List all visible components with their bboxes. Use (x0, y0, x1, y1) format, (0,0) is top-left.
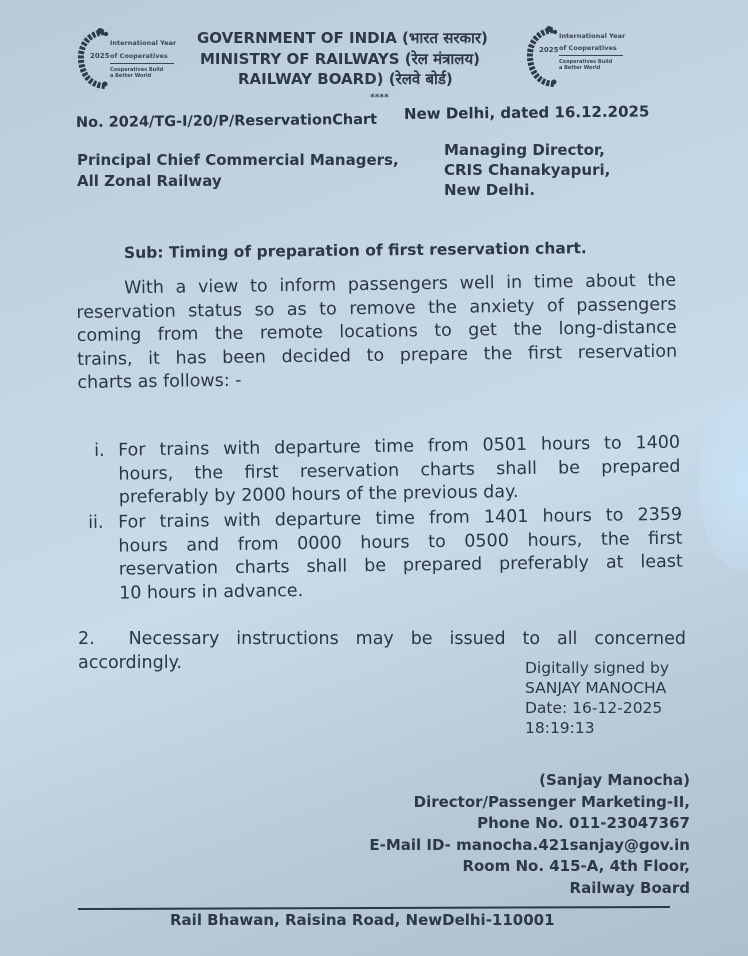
logo-year: 2025 (90, 52, 110, 60)
list-item-line: hours, the first reservation charts shall be prepared (118, 456, 681, 485)
digital-signature-date: Date: 16-12-2025 (525, 699, 663, 717)
logo-text: Cooperatives Build (110, 67, 164, 73)
addressee-left-line: All Zonal Railway (77, 172, 222, 190)
list-item-line: reservation charts shall be prepared preferably at least (118, 551, 683, 580)
addressee-right (444, 140, 610, 200)
paragraph-text: Necessary instructions may be issued to all concerned (128, 629, 686, 649)
logo-text: International Year (110, 39, 177, 47)
logo-text: a Better World (110, 73, 152, 79)
signatory-phone: Phone No. 011-23047367 (477, 814, 690, 832)
letterhead-line-1: GOVERNMENT OF INDIA (भारत सरकार) (197, 29, 488, 47)
signatory-room: Room No. 415-A, 4th Floor, (462, 857, 690, 875)
list-item (88, 504, 683, 606)
addressee-left (77, 150, 399, 192)
paragraph-line: reservation status so as to remove the anxiety of passengers (76, 294, 677, 323)
logo-divider (559, 55, 623, 56)
iyc-2025-logo-icon (527, 20, 561, 92)
list-item-line: 10 hours in advance. (118, 580, 304, 604)
letterhead-line-3: RAILWAY BOARD) (रेलवे बोर्ड) (238, 70, 453, 88)
paragraph-line: accordingly. (78, 652, 183, 673)
list-marker: ii. (88, 512, 104, 533)
paragraph-line: charts as follows: - (77, 370, 242, 393)
footer-divider (78, 906, 670, 910)
logo-divider (110, 63, 174, 64)
logo-year: 2025 (539, 46, 559, 54)
addressee-left-line: Principal Chief Commercial Managers, (77, 151, 399, 169)
list-item (88, 432, 681, 511)
signatory-block (369, 770, 690, 899)
paragraph-line: trains, it has been decided to prepare the first reservation (76, 341, 678, 370)
digital-signature-line: Digitally signed by (525, 659, 670, 677)
logo-text: of Cooperatives (559, 44, 617, 52)
paragraph-line: coming from the remote locations to get the long-distance (76, 317, 677, 346)
footer-address: Rail Bhawan, Raisina Road, NewDelhi-110001 (170, 911, 555, 929)
list-item-line: hours and from 0000 hours to 0500 hours, the first (118, 528, 683, 557)
logo-text: a Better World (559, 65, 601, 71)
addressee-right-line: CRIS Chanakyapuri, (444, 161, 611, 179)
separator: **** (370, 93, 389, 103)
paragraph-line: With a view to inform passengers well in time about the (124, 270, 677, 299)
subject: Sub: Timing of preparation of first reservation chart. (123, 239, 587, 262)
signatory-name: (Sanjay Manocha) (539, 771, 690, 789)
addressee-right-line: Managing Director, (444, 141, 605, 159)
light-glare (698, 400, 748, 570)
intro-paragraph (76, 270, 678, 396)
reference-number: No. 2024/TG-I/20/P/ReservationChart (75, 111, 378, 131)
list-item-line: For trains with departure time from 0501 hours to 1400 (118, 432, 681, 461)
signatory-email: E-Mail ID- manocha.421sanjay@gov.in (369, 835, 690, 854)
letterhead-line-2: MINISTRY OF RAILWAYS (रेल मंत्रालय) (200, 50, 481, 68)
digital-signature-time: 18:19:13 (525, 719, 595, 737)
digital-signature-signer: SANJAY MANOCHA (525, 679, 667, 697)
list-item-line: For trains with departure time from 1401 hours to 2359 (118, 504, 683, 533)
list-marker: i. (94, 440, 105, 461)
signatory-office: Railway Board (569, 878, 690, 897)
logo-right (527, 20, 631, 92)
list-item-line: preferably by 2000 hours of the previous day. (118, 481, 519, 508)
paragraph-line (78, 628, 686, 652)
logo-text: Cooperatives Build (559, 59, 613, 65)
paragraph-marker: 2. (78, 629, 95, 649)
logo-text: of Cooperatives (110, 52, 168, 60)
logo-text: International Year (559, 32, 626, 40)
addressee-right-line: New Delhi. (444, 181, 536, 199)
logo-left (78, 22, 182, 94)
signatory-designation: Director/Passenger Marketing-II, (413, 792, 690, 811)
reference-date: New Delhi, dated 16.12.2025 (403, 102, 650, 123)
digital-signature (525, 658, 669, 738)
